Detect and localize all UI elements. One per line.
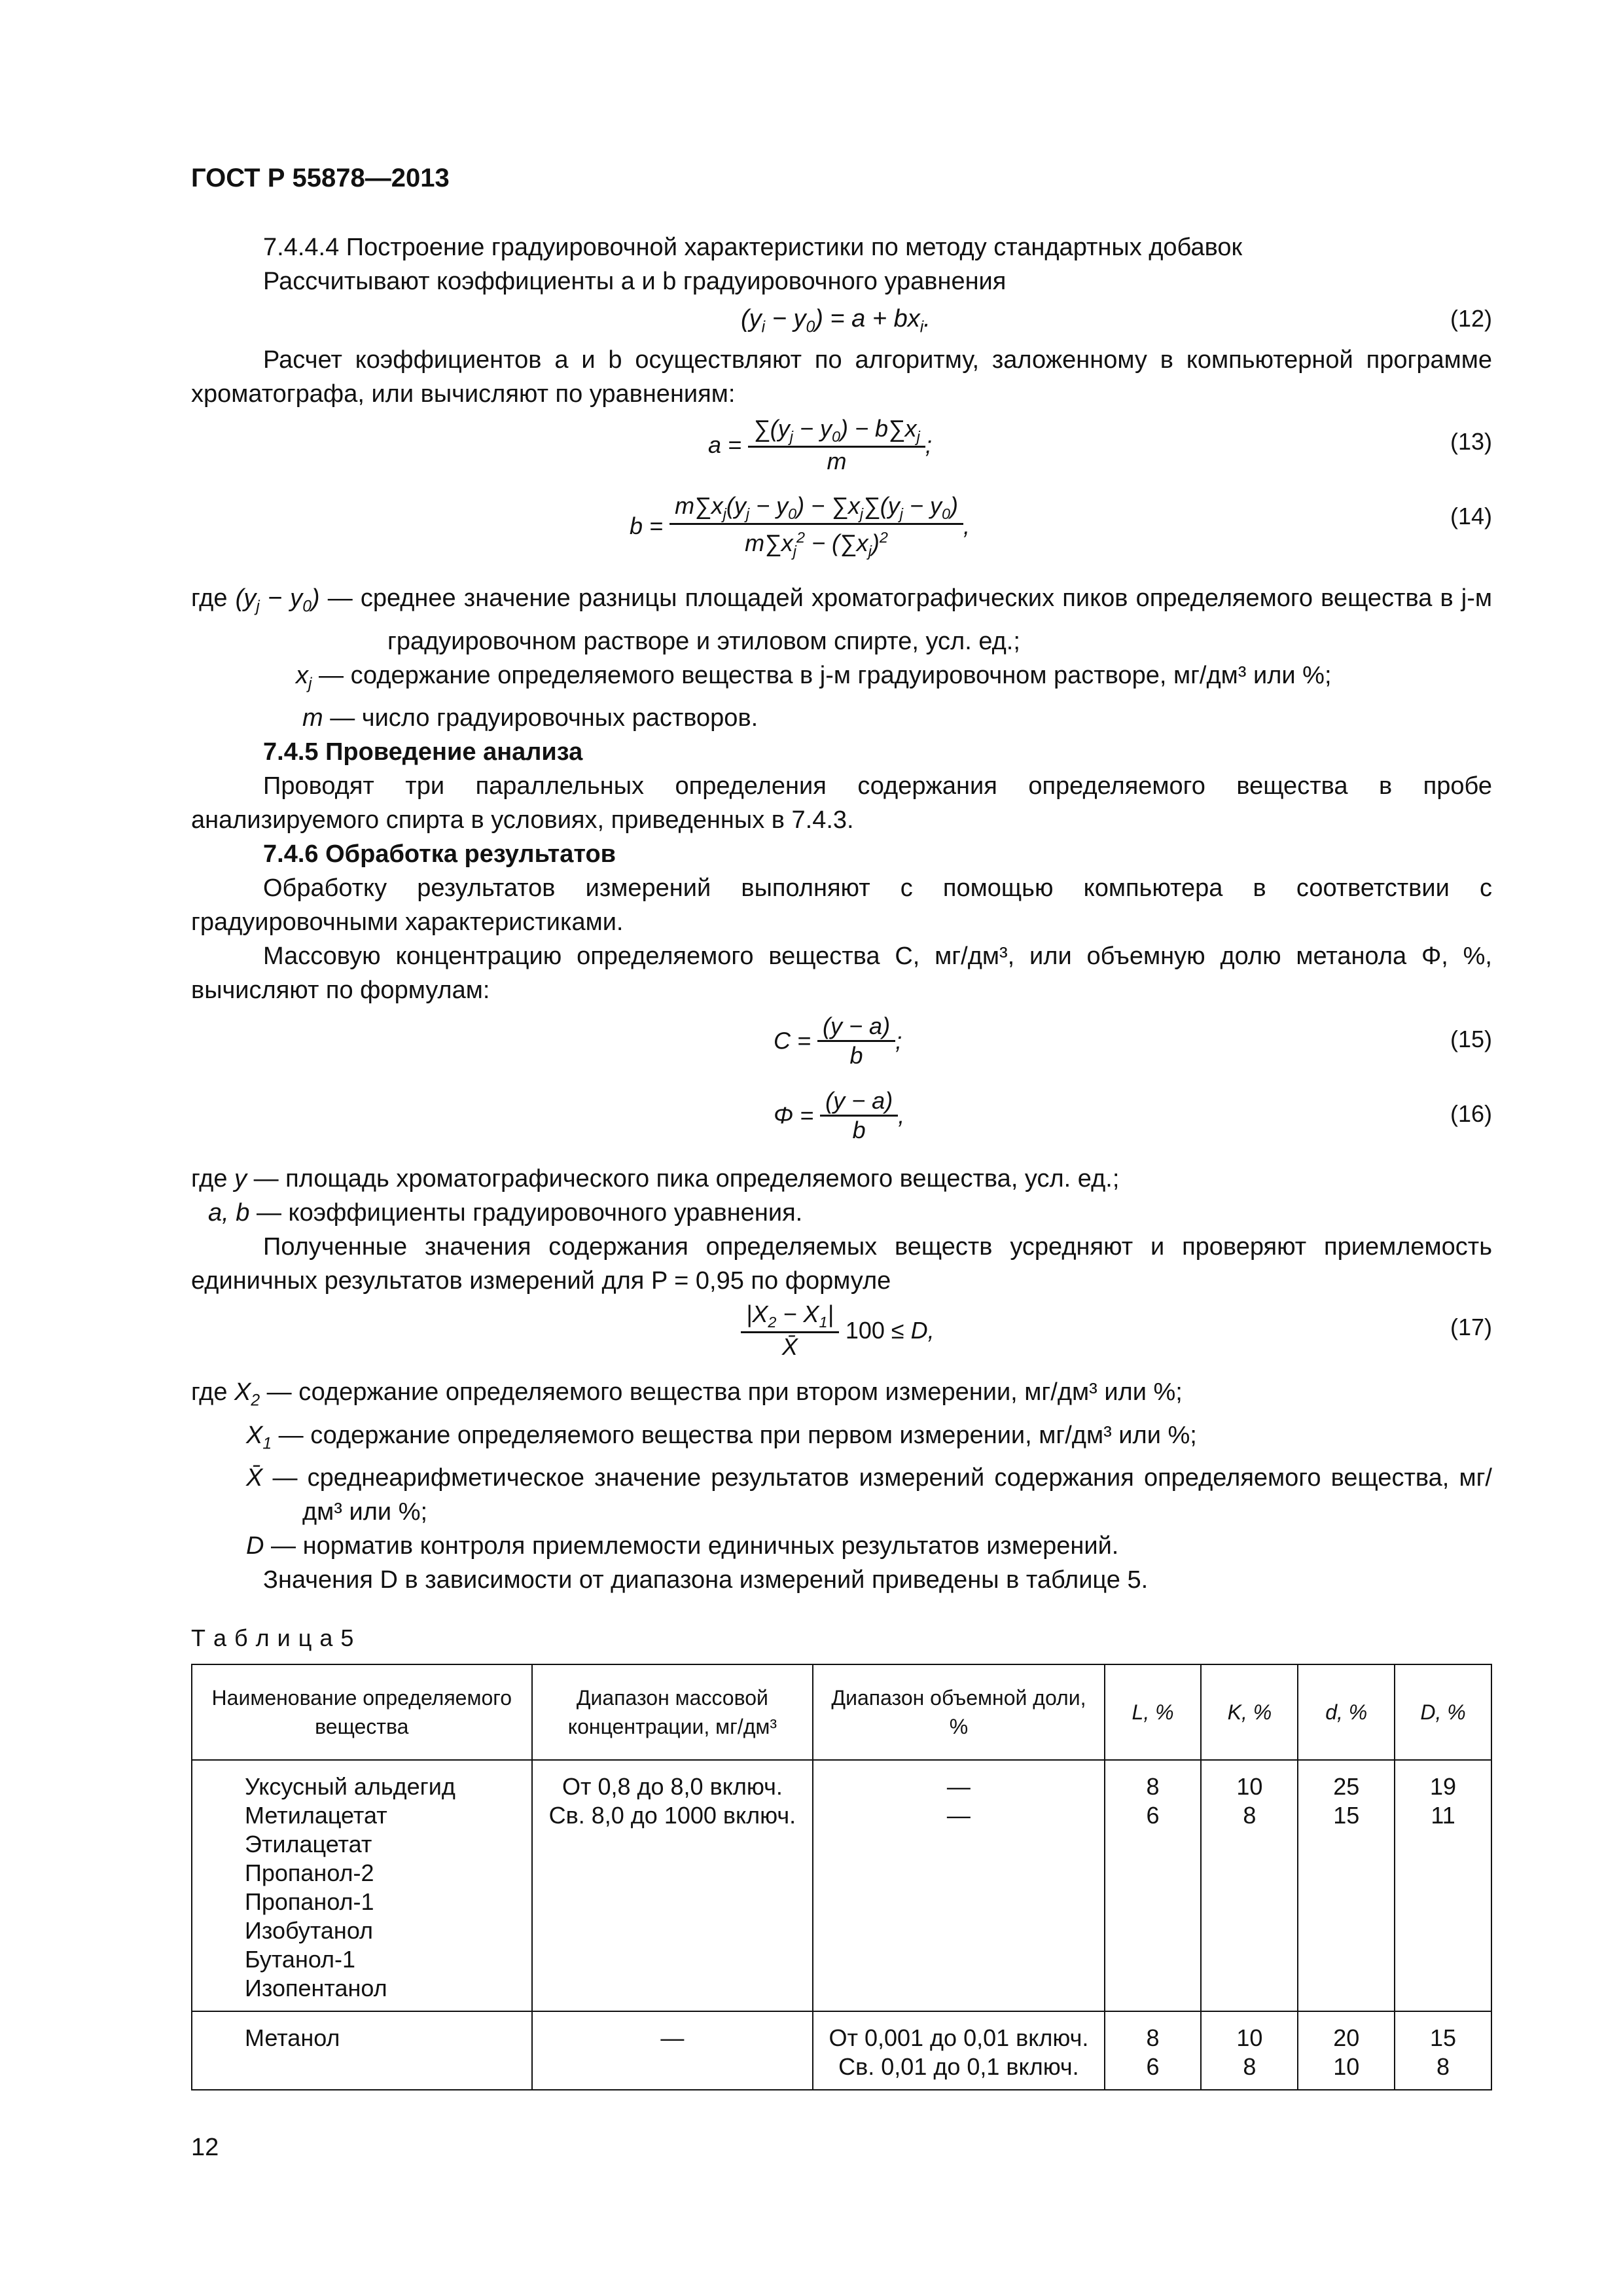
- definition: содержание определяемого вещества при первом измерении, мг/дм³ или %;: [310, 1421, 1197, 1449]
- equation-12: $(y_i - y_0) = a + bx_i$. (12): [191, 298, 1492, 339]
- substance-name: Пропанол-2: [245, 1859, 374, 1887]
- L-cell: [1105, 1760, 1202, 2011]
- substance-name: Уксусный альдегид: [245, 1773, 455, 1801]
- column-header: Наименование определяемого вещества: [192, 1664, 532, 1760]
- section-heading: 7.4.6 Обработка результатов: [263, 840, 616, 869]
- value: 15: [1333, 1802, 1360, 1829]
- where-block-2: где y — площадь хроматографического пика определяемого вещества, усл. ед.; a, b — коэффициенты градуировочного уравнения.: [191, 1165, 1120, 1227]
- D-cell: [1395, 1760, 1491, 2011]
- equation-16: Φ = $\frac{(y - a)}{b}$ , (16): [774, 1087, 1492, 1144]
- definition: среднеарифметическое значение результатов измерений содержания определяемого вещества, мг/дм³ или %;: [302, 1464, 1492, 1526]
- value: 6: [1146, 1802, 1160, 1829]
- range-value: От 0,8 до 8,0 включ.: [562, 1773, 783, 1801]
- definition: норматив контроля приемлемости единичных результатов измерений.: [302, 1532, 1119, 1560]
- range-value: —: [946, 1773, 971, 1801]
- mass-range-cell: —: [532, 2011, 813, 2090]
- column-header: K, %: [1201, 1664, 1298, 1760]
- equation-number: (12): [1450, 305, 1492, 332]
- range-value: Св. 0,01 до 0,1 включ.: [838, 2053, 1079, 2081]
- equation-17: $\frac{|X_2 - X_1|}{X̄}$ 100 ≤ D, (17): [191, 1300, 1492, 1375]
- definition: число градуировочных растворов.: [361, 704, 758, 732]
- D-cell: [1395, 2011, 1491, 2090]
- substance-list: [192, 1760, 532, 2011]
- page-number: 12: [191, 2134, 219, 2161]
- column-header: D, %: [1395, 1664, 1491, 1760]
- substance-name: Бутанол-1: [245, 1946, 356, 1973]
- substance-name: Изопентанол: [245, 1975, 387, 2002]
- range-value: От 0,001 до 0,01 включ.: [829, 2024, 1089, 2052]
- where-block-3: где $X_2$ — содержание определяемого вещества при втором измерении, мг/дм³ или %; $X_1$ — содержание определяемого вещества при первом измерении, мг/дм³ или %; X̄ — среднеарифметическое значение результатов измерений содержания определяемого вещества, мг/дм³ или %; D — норматив контроля приемлемости единичных результатов измерений.: [191, 1378, 1492, 1560]
- paragraph: Рассчитывают коэффициенты a и b градуировочного уравнения: [263, 268, 1007, 295]
- substance-name: Изобутанол: [245, 1917, 374, 1945]
- section-7-4-4-4: [191, 230, 1492, 2090]
- equation-number: (17): [1450, 1314, 1492, 1341]
- value: 10: [1236, 2024, 1263, 2052]
- d-cell: [1298, 1760, 1395, 2011]
- paragraph: Расчет коэффициентов a и b осуществляют по алгоритму, заложенному в компьютерной программе хроматографа, или вычисляют по уравнениям:: [191, 346, 1492, 408]
- paragraph: Массовую концентрацию определяемого вещества C, мг/дм³, или объемную долю метанола Φ, %, вычисляют по формулам:: [191, 942, 1492, 1005]
- equation-number: (13): [1450, 428, 1492, 455]
- section-heading: 7.4.5 Проведение анализа: [263, 738, 583, 766]
- value: 8: [1436, 2053, 1450, 2081]
- volume-range-cell: [813, 1760, 1104, 2011]
- definition: среднее значение разницы площадей хроматографических пиков определяемого вещества в j-м градуировочном растворе и этиловом спирте, усл. ед.;: [360, 584, 1492, 655]
- table-row: [192, 1760, 1491, 2011]
- equation-number: (15): [1450, 1026, 1492, 1053]
- document-header: ГОСТ Р 55878—2013: [191, 164, 450, 192]
- equation-14: b = $\frac{m\sum x_j(y_j - y_0) - \sum x_j\sum(y_j - y_0)}{m\sum x_j^2 - (\sum x_j)^2}$ , (14): [630, 492, 1492, 560]
- section-heading: 7.4.4.4 Построение градуировочной характеристики по методу стандартных добавок: [263, 234, 1243, 261]
- paragraph: Полученные значения содержания определяемых веществ усредняют и проверяют приемлемость единичных результатов измерений для P = 0,95 по формуле: [191, 1233, 1492, 1295]
- definition: площадь хроматографического пика определяемого вещества, усл. ед.;: [285, 1165, 1120, 1193]
- equation-13: a = $\frac{\sum(y_j - y_0) - b\sum x_j}{m}$ ; (13): [708, 415, 1492, 475]
- paragraph: Проводят три параллельных определения содержания определяемого вещества в пробе анализируемого спирта в условиях, приведенных в 7.4.3.: [191, 772, 1492, 834]
- table-5: [191, 1664, 1492, 2090]
- where-block-1: где $(y_j - y_0)$ — среднее значение разницы площадей хроматографических пиков определяемого вещества в j-м градуировочном растворе и этиловом спирте, усл. ед.; $x_j$ — содержание определяемого вещества в j-м градуировочном растворе, мг/дм³ или %; m — число градуировочных растворов.: [191, 584, 1492, 732]
- substance-name: Пропанол-1: [245, 1888, 374, 1916]
- value: 19: [1430, 1773, 1457, 1801]
- range-value: —: [946, 1802, 971, 1829]
- definition: коэффициенты градуировочного уравнения.: [288, 1199, 803, 1227]
- value: 15: [1430, 2024, 1457, 2052]
- column-header: Диапазон объемной доли, %: [813, 1664, 1104, 1760]
- value: 10: [1333, 2053, 1360, 2081]
- range-value: Св. 8,0 до 1000 включ.: [548, 1802, 796, 1829]
- value: 8: [1146, 1773, 1160, 1801]
- equation-15: C = $\frac{(y - a)}{b}$ ; (15): [774, 1013, 1492, 1069]
- value: 20: [1333, 2024, 1360, 2052]
- definition: содержание определяемого вещества в j-м градуировочном растворе, мг/дм³ или %;: [350, 661, 1332, 689]
- value: 25: [1333, 1773, 1360, 1801]
- K-cell: [1201, 2011, 1298, 2090]
- table-caption: Т а б л и ц а 5: [191, 1624, 355, 1652]
- paragraph: Значения D в зависимости от диапазона измерений приведены в таблице 5.: [263, 1566, 1149, 1594]
- substance-name: Этилацетат: [245, 1831, 372, 1858]
- column-header: d, %: [1298, 1664, 1395, 1760]
- equation-number: (14): [1450, 503, 1492, 529]
- table-header-row: [192, 1664, 1491, 1760]
- substance-name: Метанол: [192, 2011, 532, 2090]
- column-header: Диапазон массовой концентрации, мг/дм³: [532, 1664, 813, 1760]
- L-cell: [1105, 2011, 1202, 2090]
- paragraph: Обработку результатов измерений выполняют с помощью компьютера в соответствии с градуировочными характеристиками.: [191, 874, 1492, 937]
- value: 6: [1146, 2053, 1160, 2081]
- substance-name: Метилацетат: [245, 1802, 387, 1829]
- column-header: L, %: [1105, 1664, 1202, 1760]
- value: 8: [1243, 1802, 1257, 1829]
- d-cell: [1298, 2011, 1395, 2090]
- value: 10: [1236, 1773, 1263, 1801]
- K-cell: [1201, 1760, 1298, 2011]
- equation-number: (16): [1450, 1100, 1492, 1128]
- volume-range-cell: [813, 2011, 1104, 2090]
- mass-range-cell: [532, 1760, 813, 2011]
- table-row: [192, 2011, 1491, 2090]
- value: 8: [1146, 2024, 1160, 2052]
- definition: содержание определяемого вещества при втором измерении, мг/дм³ или %;: [298, 1378, 1183, 1407]
- value: 8: [1243, 2053, 1257, 2081]
- value: 11: [1431, 1802, 1455, 1829]
